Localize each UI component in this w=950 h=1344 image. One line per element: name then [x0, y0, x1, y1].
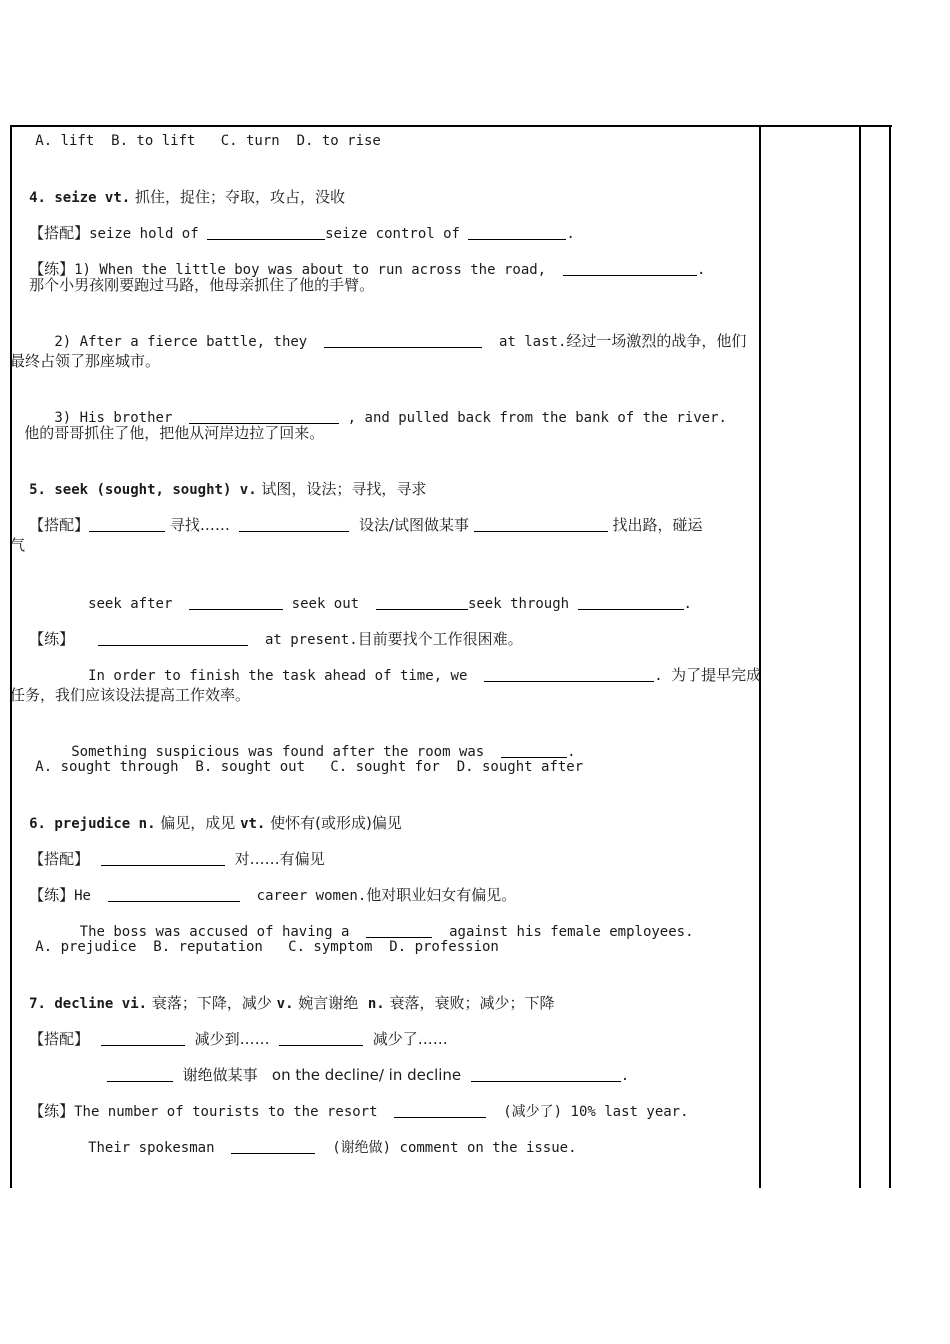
options-line: A. prejudice B. reputation C. symptom D. profession	[10, 939, 499, 955]
exercise-seize-1: 【练】1) When the little boy was about to run across the road, .	[29, 260, 706, 278]
answer-blank[interactable]	[189, 595, 283, 610]
answer-blank[interactable]	[578, 595, 684, 610]
translation-line: 他的哥哥抓住了他，把他从河岸边拉了回来。	[10, 424, 325, 442]
answer-blank[interactable]	[239, 517, 349, 532]
heading-prejudice: 6. prejudice n. 偏见，成见 vt. 使怀有(或形成)偏见	[29, 814, 402, 832]
answer-blank[interactable]	[366, 923, 432, 938]
collocation-decline-2: 谢绝做某事 on the decline/ in decline .	[10, 1045, 760, 1106]
answer-blank[interactable]	[471, 1067, 621, 1082]
answer-blank[interactable]	[189, 409, 339, 424]
translation-line: 任务，我们应该设法提高工作效率。	[10, 686, 251, 704]
answer-blank[interactable]	[484, 667, 654, 682]
exercise-seize-2: 2) After a fierce battle, they at last.经过一场激烈的战争，他们	[29, 332, 747, 350]
exercise-seize-3: 3) His brother , and pulled back from the bank of the river.	[29, 410, 727, 426]
answer-blank[interactable]	[89, 517, 165, 532]
answer-blank[interactable]	[101, 851, 225, 866]
answer-blank[interactable]	[394, 1103, 486, 1118]
collocation-seek: 【搭配】 寻找…… 设法/试图做某事 找出路，碰运	[29, 516, 703, 534]
collocation-seek-2: seek after seek out seek through .	[29, 596, 692, 612]
answer-blank[interactable]	[231, 1139, 315, 1154]
exercise-decline-1: 【练】The number of tourists to the resort (减少了) 10% last year.	[29, 1102, 689, 1120]
answer-blank[interactable]	[563, 261, 697, 276]
answer-blank[interactable]	[207, 225, 325, 240]
heading-seize: 4. seize vt. 抓住，捉住；夺取，攻占，没收	[29, 188, 346, 206]
exercise-decline-2: Their spokesman (谢绝做) comment on the issue.	[29, 1140, 577, 1156]
exercise-prejudice-2: The boss was accused of having a against his female employees.	[29, 924, 694, 940]
answer-blank[interactable]	[501, 743, 567, 758]
collocation-prejudice: 【搭配】 对……有偏见	[29, 850, 325, 868]
exercise-seek-3: Something suspicious was found after the room was .	[29, 744, 576, 760]
collocation-decline: 【搭配】 减少到…… 减少了……	[29, 1030, 448, 1048]
answer-blank[interactable]	[101, 1031, 185, 1046]
answer-blank[interactable]	[98, 631, 248, 646]
answer-blank[interactable]	[324, 333, 482, 348]
column-divider-2	[859, 125, 861, 1188]
answer-blank[interactable]	[468, 225, 566, 240]
options-line: A. lift B. to lift C. turn D. to rise	[10, 133, 381, 149]
exercise-seek-1: 【练】 at present.目前要找个工作很困难。	[29, 630, 523, 648]
options-line: A. sought through B. sought out C. sought for D. sought after	[10, 759, 584, 775]
translation-line: 最终占领了那座城市。	[10, 352, 161, 370]
answer-blank[interactable]	[108, 887, 240, 902]
translation-line: 气	[10, 536, 26, 554]
table-right-border	[889, 125, 891, 1188]
collocation-seize: 【搭配】seize hold of seize control of .	[29, 224, 575, 242]
answer-blank[interactable]	[474, 517, 608, 532]
exercise-seek-2: In order to finish the task ahead of time, we . 为了提早完成	[29, 666, 762, 684]
heading-decline: 7. decline vi. 衰落；下降，减少 v. 婉言谢绝 n. 衰落，衰败；减少；下降	[29, 994, 555, 1012]
exercise-prejudice-1: 【练】He career women.他对职业妇女有偏见。	[29, 886, 517, 904]
worksheet-table	[10, 125, 892, 1188]
answer-blank[interactable]	[107, 1067, 173, 1082]
answer-blank[interactable]	[279, 1031, 363, 1046]
translation-line: 那个小男孩刚要跑过马路，他母亲抓住了他的手臂。	[10, 276, 375, 294]
answer-blank[interactable]	[376, 595, 468, 610]
heading-seek: 5. seek (sought, sought) v. 试图，设法；寻找，寻求	[29, 480, 427, 498]
